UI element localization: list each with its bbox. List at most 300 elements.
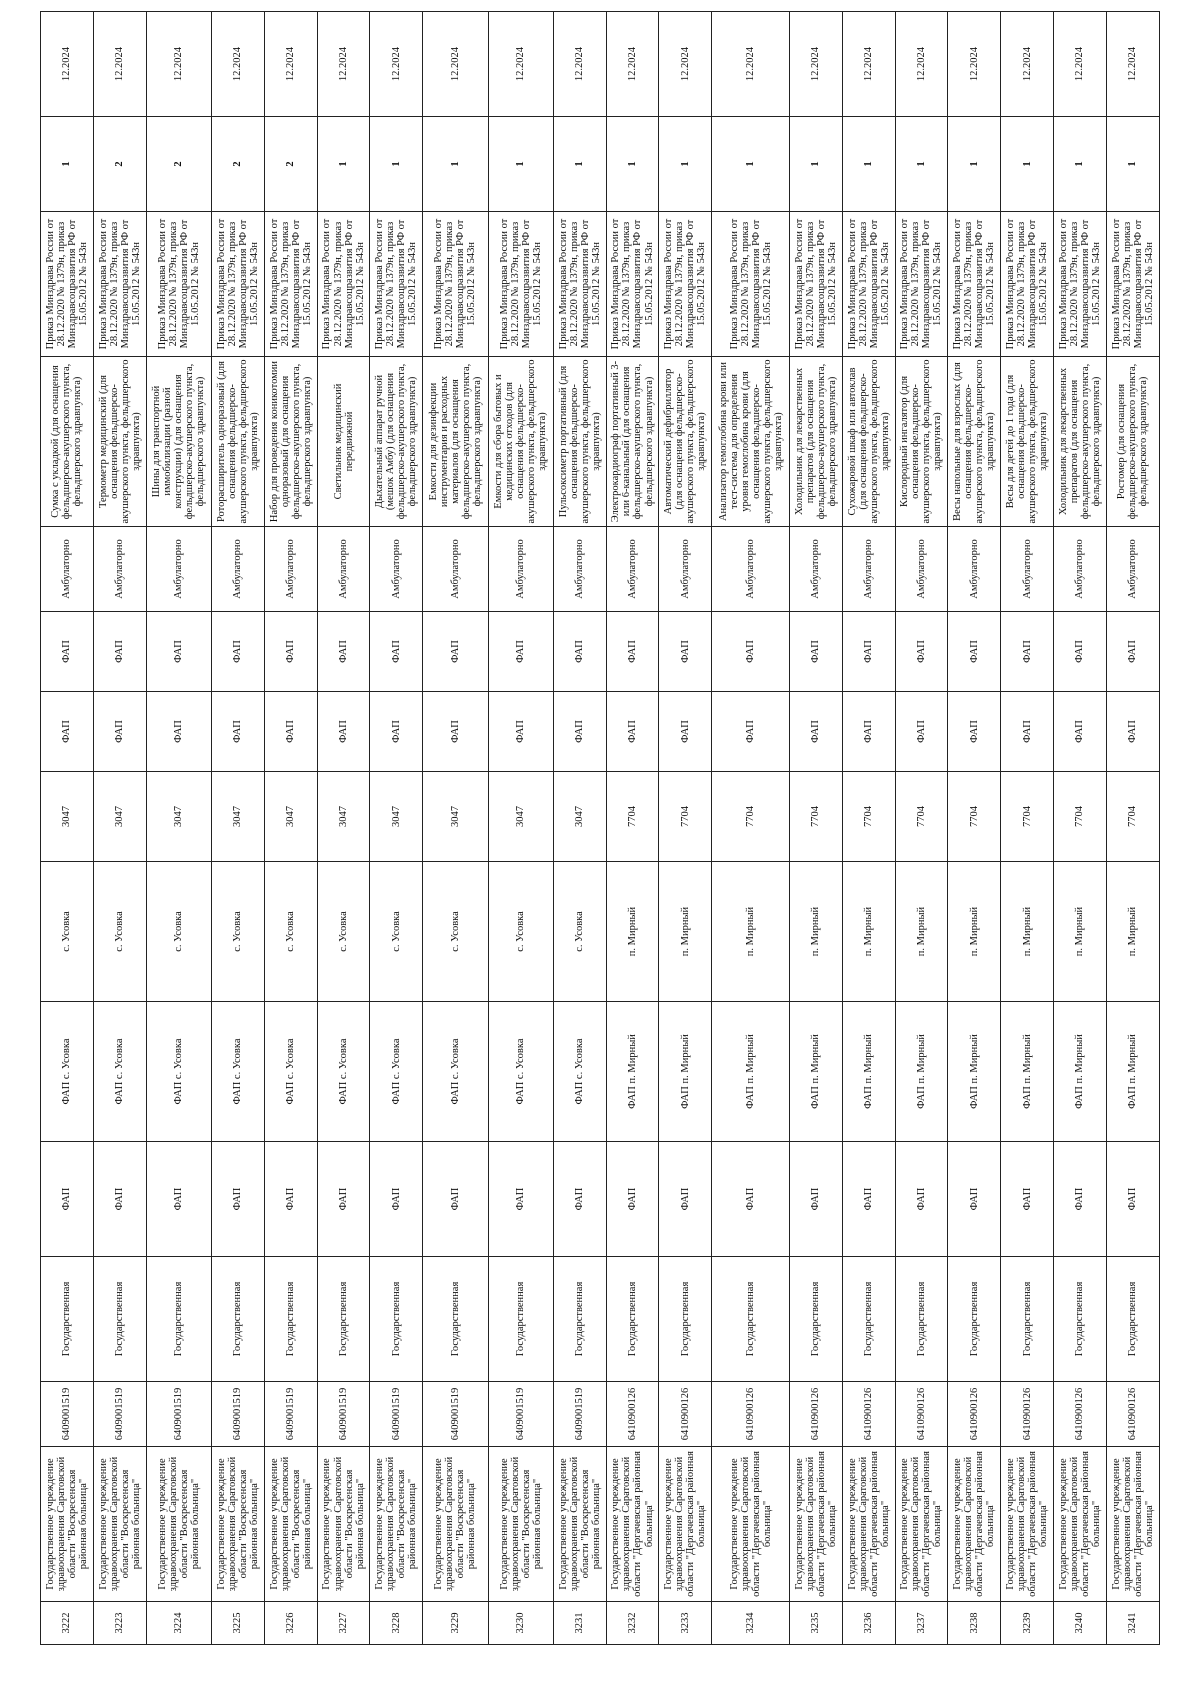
cell-pop: 7704: [1001, 772, 1054, 862]
cell-name: ФАП п. Мирный: [606, 1002, 659, 1142]
cell-own: Государственная: [317, 1257, 370, 1382]
cell-loc: п. Мирный: [895, 862, 948, 1002]
cell-kind: ФАП: [659, 692, 712, 772]
cell-order: Приказ Минздрава России от 28.12.2020 № 1379н, приказ Минздравсоцразвития РФ от 15.05.2012 № 543н: [842, 212, 895, 357]
table-row: [712, 12, 790, 1645]
equipment-table: [40, 11, 1160, 1645]
cell-kind: ФАП: [948, 692, 1001, 772]
cell-num: 3235: [789, 1602, 842, 1645]
cell-name: ФАП п. Мирный: [1001, 1002, 1054, 1142]
cell-mode: Амбулаторно: [659, 527, 712, 612]
cell-pop: 7704: [1054, 772, 1107, 862]
cell-equip: Холодильник для лекарственных препаратов (для оснащения фельдшерско-акушерского пункта, фельдшерского здравпункта): [1054, 357, 1107, 527]
cell-equip: Светильник медицинский передвижной: [317, 357, 370, 527]
cell-loc: п. Мирный: [712, 862, 790, 1002]
cell-loc: с. Усовка: [41, 862, 94, 1002]
cell-own: Государственная: [146, 1257, 211, 1382]
cell-pop: 3047: [317, 772, 370, 862]
cell-org: Государственное учреждение здравоохранения Саратовской области "Воскресенская районная больница": [370, 1447, 423, 1602]
cell-qty: 1: [317, 117, 370, 212]
cell-loc: п. Мирный: [789, 862, 842, 1002]
cell-kind: ФАП: [41, 692, 94, 772]
cell-pop: 3047: [423, 772, 488, 862]
cell-inn: 6410900126: [842, 1382, 895, 1447]
cell-num: 3222: [41, 1602, 94, 1645]
cell-own: Государственная: [948, 1257, 1001, 1382]
cell-kind: ФАП: [553, 692, 606, 772]
cell-mode: Амбулаторно: [895, 527, 948, 612]
cell-type: ФАП: [553, 1142, 606, 1257]
cell-mode: Амбулаторно: [317, 527, 370, 612]
cell-type: ФАП: [317, 1142, 370, 1257]
cell-name: ФАП п. Мирный: [1054, 1002, 1107, 1142]
table-row: [423, 12, 488, 1645]
cell-org: Государственное учреждение здравоохранения Саратовской области "Воскресенская районная больница": [317, 1447, 370, 1602]
cell-order: Приказ Минздрава России от 28.12.2020 № 1379н, приказ Минздравсоцразвития РФ от 15.05.2012 № 543н: [488, 212, 553, 357]
cell-date: 12.2024: [606, 12, 659, 117]
cell-type: ФАП: [93, 1142, 146, 1257]
cell-order: Приказ Минздрава России от 28.12.2020 № 1379н, приказ Минздравсоцразвития РФ от 15.05.2012 № 543н: [1054, 212, 1107, 357]
cell-mode: Амбулаторно: [948, 527, 1001, 612]
cell-order: Приказ Минздрава России от 28.12.2020 № 1379н, приказ Минздравсоцразвития РФ от 15.05.2012 № 543н: [712, 212, 790, 357]
cell-type: ФАП: [895, 1142, 948, 1257]
cell-kind2: ФАП: [423, 612, 488, 692]
cell-name: ФАП п. Мирный: [948, 1002, 1001, 1142]
cell-org: Государственное учреждение здравоохранения Саратовской области "Дергачевская районная больница": [659, 1447, 712, 1602]
table-row: [1054, 12, 1107, 1645]
cell-equip: Емкости для сбора бытовых и медицинских отходов (для оснащения фельдшерско-акушерского пункта, фельдшерского здравпункта): [488, 357, 553, 527]
cell-mode: Амбулаторно: [712, 527, 790, 612]
cell-org: Государственное учреждение здравоохранения Саратовской области "Дергачевская районная больница": [1001, 1447, 1054, 1602]
cell-order: Приказ Минздрава России от 28.12.2020 № 1379н, приказ Минздравсоцразвития РФ от 15.05.2012 № 543н: [317, 212, 370, 357]
cell-order: Приказ Минздрава России от 28.12.2020 № 1379н, приказ Минздравсоцразвития РФ от 15.05.2012 № 543н: [1001, 212, 1054, 357]
cell-name: ФАП с. Усовка: [264, 1002, 317, 1142]
cell-kind2: ФАП: [606, 612, 659, 692]
cell-date: 12.2024: [948, 12, 1001, 117]
cell-own: Государственная: [1106, 1257, 1159, 1382]
table-row: [264, 12, 317, 1645]
cell-own: Государственная: [789, 1257, 842, 1382]
cell-date: 12.2024: [93, 12, 146, 117]
cell-num: 3231: [553, 1602, 606, 1645]
cell-date: 12.2024: [553, 12, 606, 117]
cell-mode: Амбулаторно: [789, 527, 842, 612]
cell-qty: 1: [488, 117, 553, 212]
cell-kind2: ФАП: [146, 612, 211, 692]
cell-qty: 2: [93, 117, 146, 212]
cell-loc: с. Усовка: [317, 862, 370, 1002]
cell-org: Государственное учреждение здравоохранения Саратовской области "Дергачевская районная больница": [789, 1447, 842, 1602]
cell-qty: 1: [712, 117, 790, 212]
cell-pop: 7704: [659, 772, 712, 862]
cell-kind2: ФАП: [553, 612, 606, 692]
cell-type: ФАП: [842, 1142, 895, 1257]
cell-qty: 1: [606, 117, 659, 212]
cell-org: Государственное учреждение здравоохранения Саратовской области "Дергачевская районная больница": [606, 1447, 659, 1602]
cell-type: ФАП: [41, 1142, 94, 1257]
cell-order: Приказ Минздрава России от 28.12.2020 № 1379н, приказ Минздравсоцразвития РФ от 15.05.2012 № 543н: [895, 212, 948, 357]
cell-equip: Дыхательный аппарат ручной (мешок Амбу) (для оснащения фельдшерско-акушерского пункта, фельдшерского здравпункта): [370, 357, 423, 527]
cell-kind2: ФАП: [659, 612, 712, 692]
cell-kind2: ФАП: [1106, 612, 1159, 692]
cell-num: 3227: [317, 1602, 370, 1645]
cell-loc: п. Мирный: [948, 862, 1001, 1002]
cell-mode: Амбулаторно: [93, 527, 146, 612]
cell-org: Государственное учреждение здравоохранения Саратовской области "Воскресенская районная больница": [264, 1447, 317, 1602]
cell-qty: 2: [146, 117, 211, 212]
cell-mode: Амбулаторно: [264, 527, 317, 612]
cell-date: 12.2024: [41, 12, 94, 117]
cell-pop: 7704: [895, 772, 948, 862]
cell-kind: ФАП: [264, 692, 317, 772]
cell-num: 3234: [712, 1602, 790, 1645]
cell-loc: п. Мирный: [659, 862, 712, 1002]
cell-own: Государственная: [264, 1257, 317, 1382]
cell-date: 12.2024: [211, 12, 264, 117]
cell-type: ФАП: [606, 1142, 659, 1257]
cell-kind2: ФАП: [842, 612, 895, 692]
cell-qty: 1: [1106, 117, 1159, 212]
cell-date: 12.2024: [370, 12, 423, 117]
cell-num: 3230: [488, 1602, 553, 1645]
cell-date: 12.2024: [1106, 12, 1159, 117]
cell-inn: 6410900126: [895, 1382, 948, 1447]
cell-org: Государственное учреждение здравоохранения Саратовской области "Воскресенская районная больница": [41, 1447, 94, 1602]
cell-inn: 6410900126: [1054, 1382, 1107, 1447]
cell-mode: Амбулаторно: [488, 527, 553, 612]
cell-pop: 7704: [606, 772, 659, 862]
cell-qty: 1: [423, 117, 488, 212]
cell-num: 3225: [211, 1602, 264, 1645]
cell-org: Государственное учреждение здравоохранения Саратовской области "Дергачевская районная больница": [895, 1447, 948, 1602]
cell-num: 3228: [370, 1602, 423, 1645]
table-row: [606, 12, 659, 1645]
cell-kind2: ФАП: [317, 612, 370, 692]
cell-loc: с. Усовка: [488, 862, 553, 1002]
cell-kind2: ФАП: [370, 612, 423, 692]
cell-kind2: ФАП: [948, 612, 1001, 692]
cell-kind: ФАП: [93, 692, 146, 772]
cell-mode: Амбулаторно: [423, 527, 488, 612]
cell-num: 3241: [1106, 1602, 1159, 1645]
cell-qty: 1: [1001, 117, 1054, 212]
cell-loc: с. Усовка: [211, 862, 264, 1002]
cell-date: 12.2024: [317, 12, 370, 117]
cell-own: Государственная: [488, 1257, 553, 1382]
cell-date: 12.2024: [895, 12, 948, 117]
cell-own: Государственная: [712, 1257, 790, 1382]
cell-type: ФАП: [211, 1142, 264, 1257]
cell-loc: с. Усовка: [553, 862, 606, 1002]
cell-order: Приказ Минздрава России от 28.12.2020 № 1379н, приказ Минздравсоцразвития РФ от 15.05.2012 № 543н: [789, 212, 842, 357]
cell-name: ФАП с. Усовка: [488, 1002, 553, 1142]
cell-org: Государственное учреждение здравоохранения Саратовской области "Дергачевская районная больница": [1106, 1447, 1159, 1602]
cell-kind: ФАП: [488, 692, 553, 772]
table-row: [895, 12, 948, 1645]
cell-own: Государственная: [842, 1257, 895, 1382]
cell-own: Государственная: [370, 1257, 423, 1382]
cell-org: Государственное учреждение здравоохранения Саратовской области "Воскресенская районная больница": [423, 1447, 488, 1602]
cell-num: 3237: [895, 1602, 948, 1645]
cell-inn: 6410900126: [606, 1382, 659, 1447]
cell-pop: 3047: [146, 772, 211, 862]
cell-name: ФАП п. Мирный: [1106, 1002, 1159, 1142]
cell-kind2: ФАП: [895, 612, 948, 692]
table-row: [211, 12, 264, 1645]
cell-qty: 1: [842, 117, 895, 212]
cell-qty: 1: [659, 117, 712, 212]
cell-name: ФАП с. Усовка: [370, 1002, 423, 1142]
cell-kind2: ФАП: [93, 612, 146, 692]
cell-kind: ФАП: [1001, 692, 1054, 772]
cell-kind: ФАП: [370, 692, 423, 772]
cell-type: ФАП: [712, 1142, 790, 1257]
cell-org: Государственное учреждение здравоохранения Саратовской области "Воскресенская районная больница": [211, 1447, 264, 1602]
cell-order: Приказ Минздрава России от 28.12.2020 № 1379н, приказ Минздравсоцразвития РФ от 15.05.2012 № 543н: [264, 212, 317, 357]
cell-loc: п. Мирный: [606, 862, 659, 1002]
cell-num: 3240: [1054, 1602, 1107, 1645]
cell-date: 12.2024: [712, 12, 790, 117]
cell-order: Приказ Минздрава России от 28.12.2020 № 1379н, приказ Минздравсоцразвития РФ от 15.05.2012 № 543н: [423, 212, 488, 357]
cell-name: ФАП с. Усовка: [211, 1002, 264, 1142]
cell-equip: Анализатор гемоглобина крови или тест-система для определения уровня гемоглобина крови (для оснащения фельдшерско-акушерского пункта, фельдшерского здравпункта): [712, 357, 790, 527]
cell-qty: 1: [41, 117, 94, 212]
cell-own: Государственная: [606, 1257, 659, 1382]
cell-date: 12.2024: [789, 12, 842, 117]
cell-pop: 3047: [211, 772, 264, 862]
cell-num: 3233: [659, 1602, 712, 1645]
cell-name: ФАП п. Мирный: [659, 1002, 712, 1142]
cell-type: ФАП: [370, 1142, 423, 1257]
cell-equip: Сухожаровой шкаф или автоклав (для оснащения фельдшерско-акушерского пункта, фельдшерского здравпункта): [842, 357, 895, 527]
cell-type: ФАП: [789, 1142, 842, 1257]
cell-kind2: ФАП: [41, 612, 94, 692]
cell-own: Государственная: [895, 1257, 948, 1382]
cell-equip: Пульсоксиметр портативный (для оснащения фельдшерско-акушерского пункта, фельдшерского здравпункта): [553, 357, 606, 527]
cell-loc: п. Мирный: [1001, 862, 1054, 1002]
cell-equip: Кислородный ингалятор (для оснащения фельдшерско-акушерского пункта, фельдшерского здравпункта): [895, 357, 948, 527]
cell-loc: п. Мирный: [1054, 862, 1107, 1002]
cell-loc: п. Мирный: [1106, 862, 1159, 1002]
cell-inn: 6409001519: [370, 1382, 423, 1447]
cell-loc: п. Мирный: [842, 862, 895, 1002]
cell-org: Государственное учреждение здравоохранения Саратовской области "Воскресенская районная больница": [553, 1447, 606, 1602]
cell-num: 3224: [146, 1602, 211, 1645]
cell-name: ФАП с. Усовка: [93, 1002, 146, 1142]
cell-mode: Амбулаторно: [370, 527, 423, 612]
cell-order: Приказ Минздрава России от 28.12.2020 № 1379н, приказ Минздравсоцразвития РФ от 15.05.2012 № 543н: [553, 212, 606, 357]
cell-num: 3232: [606, 1602, 659, 1645]
cell-loc: с. Усовка: [423, 862, 488, 1002]
cell-order: Приказ Минздрава России от 28.12.2020 № 1379н, приказ Минздравсоцразвития РФ от 15.05.2012 № 543н: [370, 212, 423, 357]
table-row: [948, 12, 1001, 1645]
cell-pop: 3047: [553, 772, 606, 862]
cell-kind2: ФАП: [712, 612, 790, 692]
cell-pop: 3047: [93, 772, 146, 862]
cell-kind: ФАП: [895, 692, 948, 772]
cell-kind: ФАП: [1054, 692, 1107, 772]
cell-kind: ФАП: [423, 692, 488, 772]
table-row: [1106, 12, 1159, 1645]
cell-date: 12.2024: [1001, 12, 1054, 117]
cell-name: ФАП с. Усовка: [423, 1002, 488, 1142]
cell-order: Приказ Минздрава России от 28.12.2020 № 1379н, приказ Минздравсоцразвития РФ от 15.05.2012 № 543н: [146, 212, 211, 357]
cell-inn: 6410900126: [948, 1382, 1001, 1447]
cell-equip: Ростомер (для оснащения фельдшерско-акушерского пункта, фельдшерского здравпункта): [1106, 357, 1159, 527]
cell-mode: Амбулаторно: [41, 527, 94, 612]
table-row: [41, 12, 94, 1645]
cell-org: Государственное учреждение здравоохранения Саратовской области "Воскресенская районная больница": [488, 1447, 553, 1602]
cell-inn: 6410900126: [1001, 1382, 1054, 1447]
cell-order: Приказ Минздрава России от 28.12.2020 № 1379н, приказ Минздравсоцразвития РФ от 15.05.2012 № 543н: [948, 212, 1001, 357]
cell-pop: 7704: [842, 772, 895, 862]
cell-kind2: ФАП: [1001, 612, 1054, 692]
cell-org: Государственное учреждение здравоохранения Саратовской области "Воскресенская районная больница": [146, 1447, 211, 1602]
cell-mode: Амбулаторно: [1001, 527, 1054, 612]
cell-kind2: ФАП: [1054, 612, 1107, 692]
cell-mode: Амбулаторно: [1054, 527, 1107, 612]
cell-kind2: ФАП: [211, 612, 264, 692]
cell-equip: Автоматический дефибриллятор (для оснащения фельдшерско-акушерского пункта, фельдшерского здравпункта): [659, 357, 712, 527]
cell-kind: ФАП: [606, 692, 659, 772]
cell-pop: 3047: [41, 772, 94, 862]
cell-org: Государственное учреждение здравоохранения Саратовской области "Воскресенская районная больница": [93, 1447, 146, 1602]
cell-own: Государственная: [1054, 1257, 1107, 1382]
cell-order: Приказ Минздрава России от 28.12.2020 № 1379н, приказ Минздравсоцразвития РФ от 15.05.2012 № 543н: [93, 212, 146, 357]
cell-date: 12.2024: [423, 12, 488, 117]
cell-loc: с. Усовка: [264, 862, 317, 1002]
cell-kind: ФАП: [146, 692, 211, 772]
cell-kind2: ФАП: [264, 612, 317, 692]
cell-qty: 1: [895, 117, 948, 212]
cell-pop: 7704: [1106, 772, 1159, 862]
table-row: [842, 12, 895, 1645]
cell-date: 12.2024: [1054, 12, 1107, 117]
rotated-page: [40, 35, 1160, 1645]
cell-num: 3223: [93, 1602, 146, 1645]
cell-kind2: ФАП: [789, 612, 842, 692]
cell-pop: 7704: [948, 772, 1001, 862]
cell-name: ФАП п. Мирный: [842, 1002, 895, 1142]
cell-inn: 6409001519: [146, 1382, 211, 1447]
cell-equip: Шины для транспортной иммобилизации (разной конструкции) (для оснащения фельдшерско-акушерского пункта, фельдшерского здравпункта): [146, 357, 211, 527]
cell-qty: 1: [553, 117, 606, 212]
cell-inn: 6409001519: [264, 1382, 317, 1447]
cell-date: 12.2024: [488, 12, 553, 117]
cell-equip: Набор для проведения коникотомии одноразовый (для оснащения фельдшерско-акушерского пункта, фельдшерского здравпункта): [264, 357, 317, 527]
cell-own: Государственная: [423, 1257, 488, 1382]
cell-mode: Амбулаторно: [606, 527, 659, 612]
cell-type: ФАП: [659, 1142, 712, 1257]
cell-name: ФАП п. Мирный: [789, 1002, 842, 1142]
cell-own: Государственная: [1001, 1257, 1054, 1382]
cell-date: 12.2024: [842, 12, 895, 117]
cell-name: ФАП п. Мирный: [712, 1002, 790, 1142]
cell-date: 12.2024: [659, 12, 712, 117]
table-row: [146, 12, 211, 1645]
cell-type: ФАП: [948, 1142, 1001, 1257]
cell-kind: ФАП: [211, 692, 264, 772]
cell-mode: Амбулаторно: [146, 527, 211, 612]
table-row: [488, 12, 553, 1645]
cell-inn: 6409001519: [488, 1382, 553, 1447]
cell-pop: 3047: [370, 772, 423, 862]
table-row: [317, 12, 370, 1645]
cell-own: Государственная: [93, 1257, 146, 1382]
table-row: [370, 12, 423, 1645]
cell-own: Государственная: [553, 1257, 606, 1382]
table-row: [93, 12, 146, 1645]
cell-order: Приказ Минздрава России от 28.12.2020 № 1379н, приказ Минздравсоцразвития РФ от 15.05.2012 № 543н: [211, 212, 264, 357]
cell-equip: Роторасширитель одноразовый (для оснащения фельдшерско-акушерского пункта, фельдшерского здравпункта): [211, 357, 264, 527]
cell-qty: 2: [264, 117, 317, 212]
cell-equip: Емкости для дезинфекции инструментария и расходных материалов (для оснащения фельдшерско-акушерского пункта, фельдшерского здравпункта): [423, 357, 488, 527]
cell-kind: ФАП: [789, 692, 842, 772]
cell-org: Государственное учреждение здравоохранения Саратовской области "Дергачевская районная больница": [712, 1447, 790, 1602]
cell-pop: 3047: [488, 772, 553, 862]
cell-inn: 6409001519: [423, 1382, 488, 1447]
cell-kind: ФАП: [712, 692, 790, 772]
cell-qty: 1: [948, 117, 1001, 212]
cell-date: 12.2024: [264, 12, 317, 117]
table-body: [41, 12, 1160, 1645]
table-row: [553, 12, 606, 1645]
cell-own: Государственная: [41, 1257, 94, 1382]
table-row: [789, 12, 842, 1645]
cell-org: Государственное учреждение здравоохранения Саратовской области "Дергачевская районная больница": [948, 1447, 1001, 1602]
cell-name: ФАП с. Усовка: [553, 1002, 606, 1142]
cell-inn: 6409001519: [317, 1382, 370, 1447]
cell-num: 3226: [264, 1602, 317, 1645]
cell-order: Приказ Минздрава России от 28.12.2020 № 1379н, приказ Минздравсоцразвития РФ от 15.05.2012 № 543н: [1106, 212, 1159, 357]
cell-equip: Весы напольные для взрослых (для оснащения фельдшерско-акушерского пункта, фельдшерского здравпункта): [948, 357, 1001, 527]
cell-inn: 6410900126: [789, 1382, 842, 1447]
cell-equip: Весы для детей до 1 года (для оснащения фельдшерско-акушерского пункта, фельдшерского здравпункта): [1001, 357, 1054, 527]
cell-equip: Холодильник для лекарственных препаратов (для оснащения фельдшерско-акушерского пункта, фельдшерского здравпункта): [789, 357, 842, 527]
cell-org: Государственное учреждение здравоохранения Саратовской области "Дергачевская районная больница": [842, 1447, 895, 1602]
cell-kind2: ФАП: [488, 612, 553, 692]
cell-qty: 1: [789, 117, 842, 212]
cell-num: 3236: [842, 1602, 895, 1645]
cell-inn: 6410900126: [712, 1382, 790, 1447]
cell-pop: 7704: [789, 772, 842, 862]
cell-kind: ФАП: [317, 692, 370, 772]
cell-order: Приказ Минздрава России от 28.12.2020 № 1379н, приказ Минздравсоцразвития РФ от 15.05.2012 № 543н: [606, 212, 659, 357]
cell-date: 12.2024: [146, 12, 211, 117]
cell-inn: 6409001519: [553, 1382, 606, 1447]
cell-type: ФАП: [1054, 1142, 1107, 1257]
cell-type: ФАП: [264, 1142, 317, 1257]
table-row: [1001, 12, 1054, 1645]
cell-type: ФАП: [1001, 1142, 1054, 1257]
cell-equip: Термометр медицинский (для оснащения фельдшерско-акушерского пункта, фельдшерского здравпункта): [93, 357, 146, 527]
cell-org: Государственное учреждение здравоохранения Саратовской области "Дергачевская районная больница": [1054, 1447, 1107, 1602]
cell-own: Государственная: [659, 1257, 712, 1382]
table-row: [659, 12, 712, 1645]
cell-type: ФАП: [488, 1142, 553, 1257]
cell-own: Государственная: [211, 1257, 264, 1382]
cell-order: Приказ Минздрава России от 28.12.2020 № 1379н, приказ Минздравсоцразвития РФ от 15.05.2012 № 543н: [659, 212, 712, 357]
cell-qty: 1: [1054, 117, 1107, 212]
cell-qty: 1: [370, 117, 423, 212]
cell-name: ФАП с. Усовка: [146, 1002, 211, 1142]
cell-qty: 2: [211, 117, 264, 212]
cell-loc: с. Усовка: [93, 862, 146, 1002]
cell-inn: 6409001519: [211, 1382, 264, 1447]
cell-name: ФАП п. Мирный: [895, 1002, 948, 1142]
cell-type: ФАП: [423, 1142, 488, 1257]
cell-inn: 6410900126: [659, 1382, 712, 1447]
